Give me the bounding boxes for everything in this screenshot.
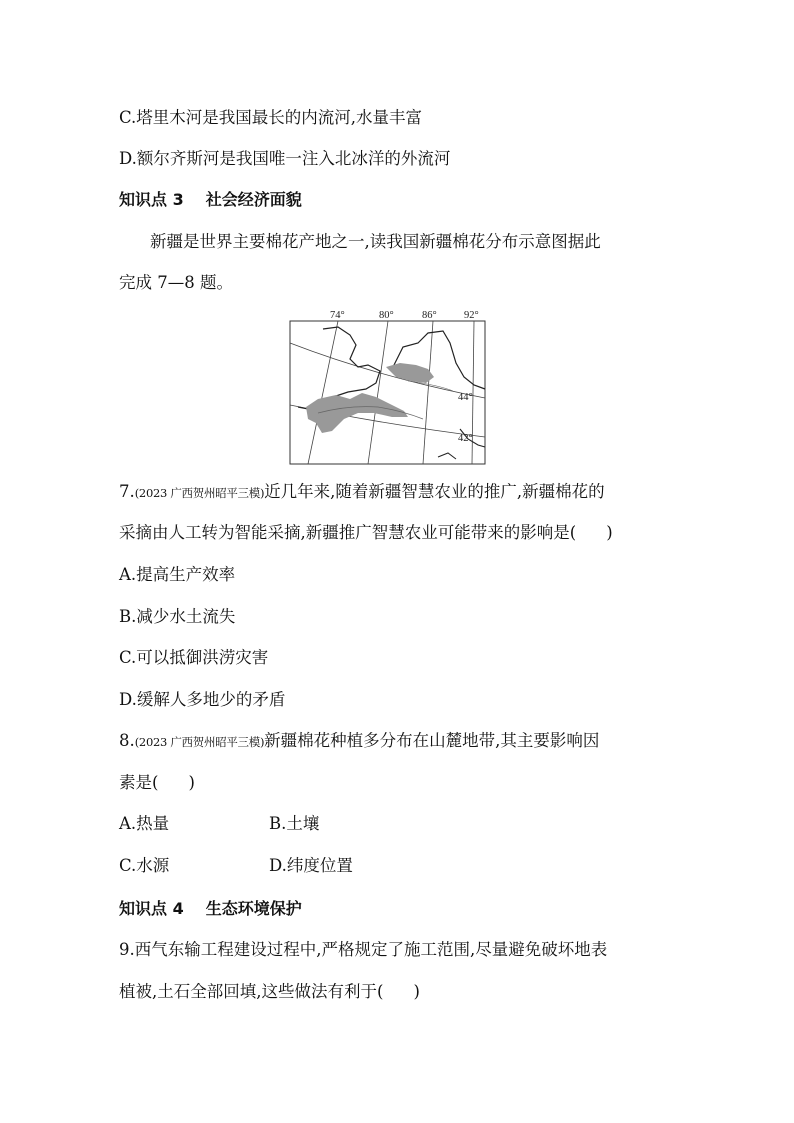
lat-label-42: 42° [458, 433, 473, 444]
question-text: 近几年来,随着新疆智慧农业的推广,新疆棉花的 [264, 482, 605, 501]
lon-label-86: 86° [422, 310, 437, 321]
question-text: 新疆棉花种植多分布在山麓地带,其主要影响因 [264, 731, 600, 750]
q8-options-row-2 [119, 854, 419, 878]
question-text: 采摘由人工转为智能采摘,新疆推广智慧农业可能带来的影响是( [119, 523, 577, 542]
q6-option-d: D.额尔齐斯河是我国唯一注入北冰洋的外流河 [119, 149, 451, 168]
question-text: 素是( [119, 773, 159, 792]
q7-stem-line-2 [119, 521, 613, 545]
question-number: 7. [119, 482, 135, 501]
lat-label-44: 44° [458, 392, 473, 403]
q8-option-c: C.水源 [119, 856, 170, 875]
answer-blank-close: ) [188, 773, 195, 792]
answer-blank-close: ) [606, 523, 613, 542]
question-source: (2023 广西贺州昭平三模) [134, 486, 265, 500]
q8-stem-line-1 [119, 729, 599, 754]
section-heading-3 [119, 188, 302, 212]
section-number: 知识点 3 [119, 190, 184, 209]
question-number: 8. [119, 731, 135, 750]
question-source: (2023 广西贺州昭平三模) [134, 735, 265, 749]
q7-stem-line-1 [119, 480, 605, 505]
section-title: 生态环境保护 [205, 899, 302, 918]
map-frame [290, 321, 485, 464]
intro-line-2: 完成 7—8 题。 [119, 273, 233, 292]
lon-label-74: 74° [330, 310, 345, 321]
q8-option-d: D.纬度位置 [269, 856, 353, 875]
q8-option-b: B.土壤 [269, 814, 320, 833]
intro-line-1: 新疆是世界主要棉花产地之一,读我国新疆棉花分布示意图据此 [150, 232, 601, 251]
q8-stem-line-2 [119, 771, 195, 795]
section-number: 知识点 4 [119, 899, 184, 918]
section-heading-4 [119, 897, 302, 921]
section-title: 社会经济面貌 [205, 190, 302, 209]
q8-option-a: A.热量 [119, 814, 170, 833]
lon-label-92: 92° [464, 310, 479, 321]
q9-stem-line-2 [119, 980, 420, 1004]
q8-options-row-1 [119, 812, 419, 836]
lon-label-80: 80° [379, 310, 394, 321]
xinjiang-cotton-map [288, 307, 488, 467]
question-text: 植被,土石全部回填,这些做法有利于( [119, 982, 384, 1001]
q7-option-b: B.减少水土流失 [119, 607, 236, 626]
q7-option-d: D.缓解人多地少的矛盾 [119, 690, 286, 709]
answer-blank-close: ) [413, 982, 420, 1001]
q7-option-a: A.提高生产效率 [119, 565, 236, 584]
q6-option-c: C.塔里木河是我国最长的内流河,水量丰富 [119, 108, 423, 127]
q7-option-c: C.可以抵御洪涝灾害 [119, 648, 269, 667]
q9-stem-line-1: 9.西气东输工程建设过程中,严格规定了施工范围,尽量避免破坏地表 [119, 940, 608, 959]
